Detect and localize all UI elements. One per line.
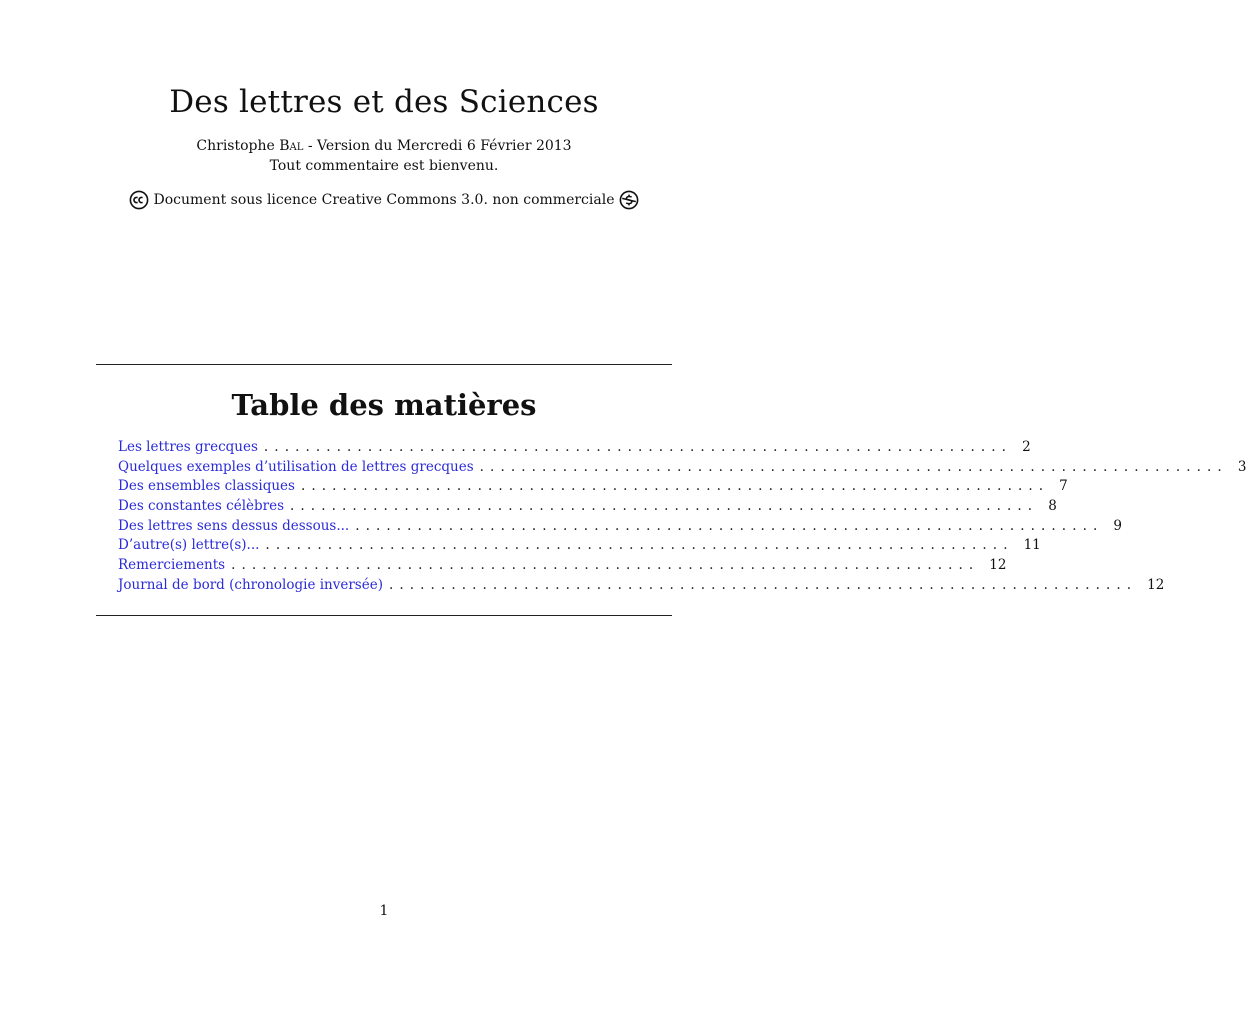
- toc-page-number: 11: [1023, 537, 1041, 554]
- toc-heading: Table des matières: [231, 388, 537, 422]
- table-of-contents: [118, 438, 1246, 596]
- author-last-name: Bal: [279, 138, 304, 154]
- toc-entry-link[interactable]: Des constantes célèbres: [118, 498, 285, 515]
- toc-entry[interactable]: [118, 438, 1031, 458]
- top-divider: [96, 364, 672, 365]
- toc-page-number: 2: [1022, 439, 1031, 455]
- toc-entry-link[interactable]: Quelques exemples d’utilisation de lettres grecques: [118, 458, 474, 475]
- toc-entry-link[interactable]: Des ensembles classiques: [118, 478, 295, 495]
- toc-leader-dots: ........................................................................: [355, 517, 1104, 534]
- toc-page-number: 12: [989, 557, 1007, 574]
- toc-entry-link[interactable]: Des lettres sens dessus dessous...: [118, 517, 350, 534]
- toc-entry-link[interactable]: D’autre(s) lettre(s)...: [118, 537, 260, 554]
- toc-page-number: 12: [1147, 576, 1165, 593]
- bottom-divider: [96, 615, 672, 616]
- toc-entry[interactable]: [118, 576, 1165, 596]
- toc-leader-dots: ........................................................................: [479, 458, 1228, 475]
- toc-entry[interactable]: [118, 517, 1122, 537]
- license-line: [0, 190, 768, 210]
- toc-leader-dots: ........................................................................: [263, 439, 1013, 455]
- toc-leader-dots: ........................................................................: [231, 557, 980, 574]
- toc-entry[interactable]: [118, 536, 1041, 556]
- toc-page-number: 9: [1113, 517, 1122, 534]
- comment-line: Tout commentaire est bienvenu.: [269, 158, 499, 174]
- toc-entry-link[interactable]: Journal de bord (chronologie inversée): [118, 576, 383, 593]
- toc-leader-dots: ........................................................................: [290, 498, 1039, 515]
- toc-entry[interactable]: [118, 497, 1057, 517]
- toc-leader-dots: ........................................................................: [388, 576, 1138, 593]
- toc-entry[interactable]: [118, 458, 1246, 478]
- author-version-line: [0, 137, 768, 155]
- toc-leader-dots: ........................................................................: [300, 478, 1050, 495]
- toc-entry-link[interactable]: Les lettres grecques: [118, 439, 258, 455]
- version-text: - Version du Mercredi 6 Février 2013: [303, 138, 572, 154]
- non-commercial-icon: [619, 190, 639, 210]
- creative-commons-icon: [129, 190, 149, 210]
- toc-page-number: 3: [1237, 458, 1246, 475]
- document-title: Des lettres et des Sciences: [169, 84, 599, 120]
- toc-entry[interactable]: [118, 477, 1068, 497]
- page-number: 1: [379, 903, 389, 919]
- toc-entry[interactable]: [118, 556, 1007, 576]
- toc-page-number: 7: [1059, 478, 1068, 495]
- toc-entry-link[interactable]: Remerciements: [118, 557, 226, 574]
- author-first-name: Christophe: [196, 138, 275, 154]
- license-text: Document sous licence Creative Commons 3.0. non commerciale: [153, 192, 615, 208]
- toc-page-number: 8: [1048, 498, 1057, 515]
- toc-leader-dots: ........................................................................: [265, 537, 1014, 554]
